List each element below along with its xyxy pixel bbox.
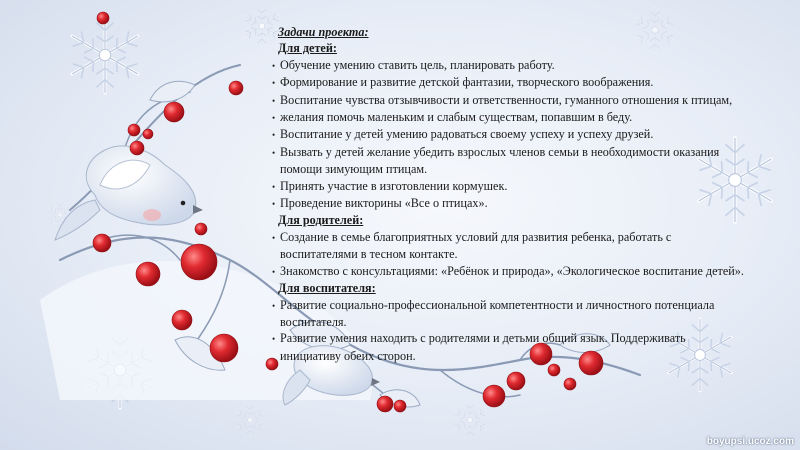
page-title: Задачи проекта: bbox=[278, 25, 369, 39]
snowflake-icon bbox=[454, 402, 485, 438]
list-item: • Развитие умения находить с родителями и детьми общий язык. Поддерживать инициативу обеих сторон. bbox=[272, 331, 686, 363]
list-item: • Знакомство с консультациями: «Ребёнок и природа», «Экологическое воспитание детей». bbox=[272, 263, 744, 278]
list-item: • Воспитание чувства отзывчивости и ответственности, гуманного отношения к птицам, bbox=[272, 92, 733, 107]
snowflake-icon bbox=[236, 404, 264, 436]
list-item: • Воспитание у детей умению радоваться своему успеху и успеху друзей. bbox=[272, 127, 654, 142]
list-item: • Формирование и развитие детской фантазии, творческого воображения. bbox=[272, 75, 654, 90]
list-item: • Принять участие в изготовлении кормушек. bbox=[272, 178, 508, 193]
list-item: • Развитие социально-профессиональной компетентности и личностного потенциала воспитателя. bbox=[272, 297, 715, 329]
list-item: • Вызвать у детей желание убедить взрослых членов семьи в необходимости оказания помощи зимующим птицам. bbox=[272, 144, 720, 177]
watermark: boyupsi.ucoz.com bbox=[706, 436, 794, 447]
bird-icon bbox=[55, 146, 203, 240]
list-item: • желания помочь маленьким и слабым существам, попавшим в беду. bbox=[272, 110, 633, 125]
section-heading-teacher: Для воспитателя: bbox=[278, 281, 376, 296]
snowflake-icon bbox=[72, 17, 138, 93]
list-item: • Проведение викторины «Все о птицах». bbox=[272, 196, 488, 211]
section-heading-children: Для детей: bbox=[278, 41, 337, 56]
list-item: • Обучение умению ставить цель, планировать работу. bbox=[272, 57, 555, 72]
project-tasks-text bbox=[272, 24, 792, 364]
section-heading-parents: Для родителей: bbox=[278, 213, 364, 228]
list-item: • Создание в семье благоприятных условий для развития ребенка, работать с воспитателями в тесном контакте. bbox=[272, 229, 672, 262]
